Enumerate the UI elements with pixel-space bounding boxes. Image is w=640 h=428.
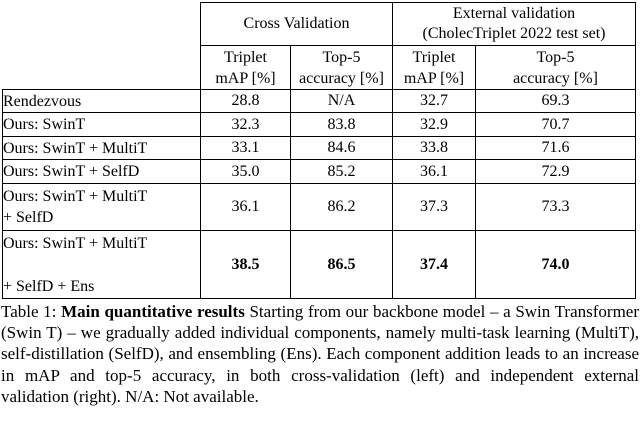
subheader-line: accuracy [%] bbox=[299, 69, 384, 87]
table-row-rendezvous bbox=[3, 90, 636, 113]
cell-value: 72.9 bbox=[476, 160, 636, 184]
table-row-swint-multit-selfd-ens bbox=[3, 231, 636, 299]
cell-value: 35.0 bbox=[201, 160, 291, 184]
cell-value: 32.3 bbox=[201, 113, 291, 137]
table-caption bbox=[1, 301, 639, 407]
cell-value: 33.8 bbox=[393, 137, 476, 160]
cell-value: 32.9 bbox=[393, 113, 476, 137]
cell-value: 74.0 bbox=[476, 231, 636, 299]
subheader-ext-top5-accuracy bbox=[476, 46, 636, 90]
cell-value: 70.7 bbox=[476, 113, 636, 137]
results-table bbox=[2, 2, 636, 299]
subheader-line: Triplet bbox=[224, 48, 267, 66]
cell-value: 36.1 bbox=[393, 160, 476, 184]
cell-value: 86.2 bbox=[291, 184, 393, 231]
cell-value: 71.6 bbox=[476, 137, 636, 160]
subheader-line: Top-5 bbox=[536, 48, 575, 66]
cell-value: 33.1 bbox=[201, 137, 291, 160]
row-label-line1: Ours: SwinT + MultiT bbox=[3, 234, 148, 252]
subheader-line: Triplet bbox=[412, 48, 456, 66]
cross-validation-label: Cross Validation bbox=[243, 15, 350, 32]
caption-body: Starting from our backbone model – a Swin Transformer (Swin T) – we gradually added individual components, namely multi-task learning (MultiT), self-distillation (SelfD), and ensembling (Ens). Each component addition leads to an increase in mAP and top-5 accuracy, in both cross-validation (left) and independent external validation (right). N/A: Not available. bbox=[1, 302, 640, 406]
cell-value: 85.2 bbox=[291, 160, 393, 184]
row-label: Ours: SwinT + MultiT bbox=[3, 137, 201, 160]
cell-value: 28.8 bbox=[201, 90, 291, 113]
cell-value: 37.4 bbox=[393, 231, 476, 299]
column-group-external-validation bbox=[393, 3, 636, 46]
row-label bbox=[3, 184, 201, 231]
column-group-cross-validation bbox=[201, 3, 393, 46]
table-row-swint bbox=[3, 113, 636, 137]
cell-value: 38.5 bbox=[201, 231, 291, 299]
external-validation-label-line1: External validation bbox=[452, 5, 576, 22]
table-row-swint-selfd bbox=[3, 160, 636, 184]
cell-value: 69.3 bbox=[476, 90, 636, 113]
row-label: Rendezvous bbox=[3, 90, 201, 113]
row-label-line1: Ours: SwinT + MultiT bbox=[3, 188, 148, 205]
subheader-line: mAP [%] bbox=[215, 69, 276, 87]
cell-value: 73.3 bbox=[476, 184, 636, 231]
caption-bold-title: Main quantitative results bbox=[61, 302, 245, 321]
cell-value: 86.5 bbox=[291, 231, 393, 299]
subheader-cv-top5-accuracy bbox=[291, 46, 393, 90]
empty-corner-cell bbox=[3, 3, 201, 90]
subheader-ext-triplet-map bbox=[393, 46, 476, 90]
subheader-cv-triplet-map bbox=[201, 46, 291, 90]
table-header-group-row bbox=[3, 3, 636, 46]
cell-value: N/A bbox=[291, 90, 393, 113]
subheader-line: Top-5 bbox=[322, 48, 361, 66]
external-validation-label-line2: (CholecTriplet 2022 test set) bbox=[422, 25, 606, 42]
cell-value: 84.6 bbox=[291, 137, 393, 160]
row-label: Ours: SwinT bbox=[3, 113, 201, 137]
subheader-line: mAP [%] bbox=[403, 69, 465, 87]
row-label: Ours: SwinT + SelfD bbox=[3, 160, 201, 184]
cell-value: 36.1 bbox=[201, 184, 291, 231]
table-row-swint-multit-selfd bbox=[3, 184, 636, 231]
cell-value: 83.8 bbox=[291, 113, 393, 137]
cell-value: 37.3 bbox=[393, 184, 476, 231]
row-label-line2: + SelfD bbox=[3, 209, 54, 226]
cell-value: 32.7 bbox=[393, 90, 476, 113]
caption-prefix: Table 1: bbox=[1, 302, 62, 321]
row-label bbox=[3, 231, 201, 299]
row-label-line2: + SelfD + Ens bbox=[3, 277, 95, 295]
table-row-swint-multit bbox=[3, 137, 636, 160]
subheader-line: accuracy [%] bbox=[513, 69, 598, 87]
